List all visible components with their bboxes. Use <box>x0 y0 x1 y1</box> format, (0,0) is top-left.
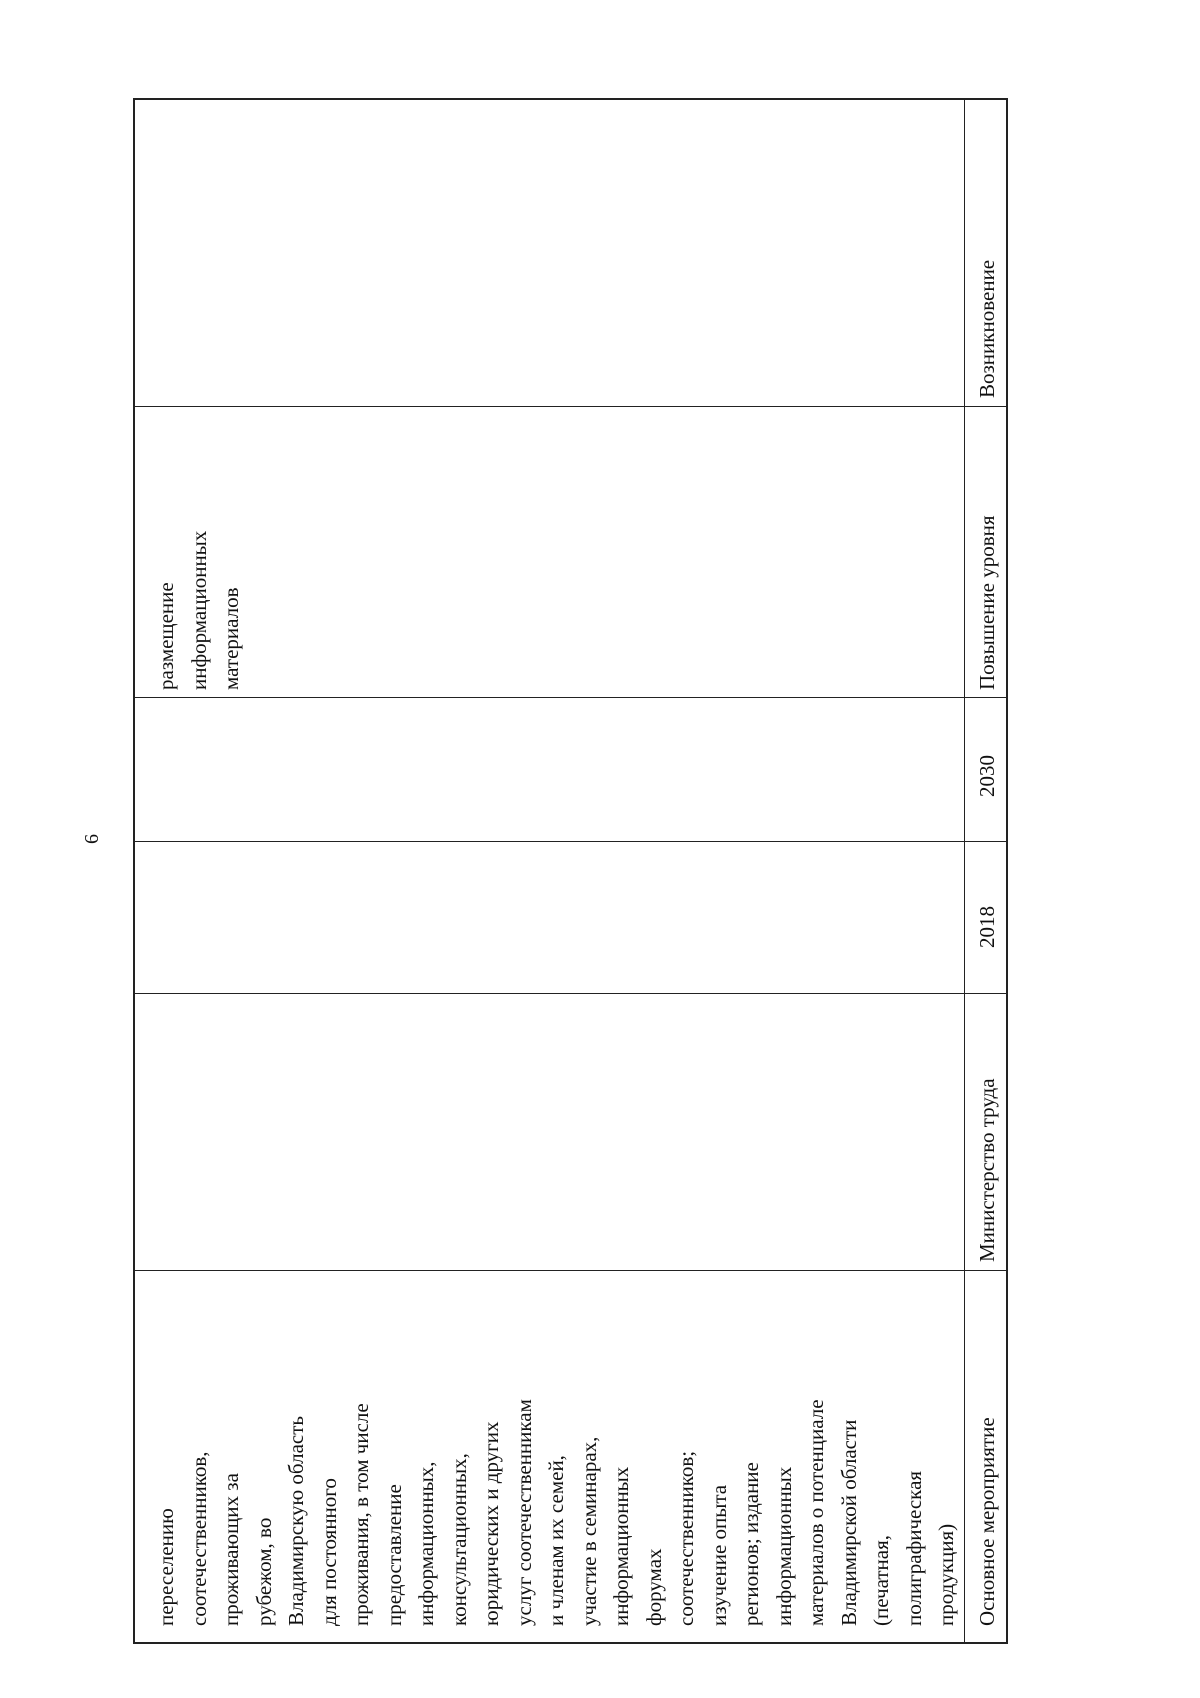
activity-description-line: соотечественников, <box>186 1451 211 1626</box>
activity-description-line: форумах <box>641 1548 666 1626</box>
activity-description-line: проживающих за <box>219 1473 243 1626</box>
activity-description-line: проживания, в том числе <box>349 1403 373 1626</box>
activity-description-line: регионов; издание <box>739 1462 763 1626</box>
activity-description-line: информационных <box>609 1466 633 1626</box>
activity-description-line: полиграфическая <box>901 1470 926 1626</box>
activity-description-line: участие в семинарах, <box>576 1436 601 1626</box>
activity-description-line: материалов о потенциале <box>804 1399 828 1626</box>
activity-description-line: для постоянного <box>316 1478 341 1626</box>
expected-result: Повышение уровня <box>975 515 999 690</box>
end-year: 2030 <box>975 755 999 797</box>
start-year: 2018 <box>975 906 999 948</box>
activity-description-line: предоставление <box>381 1484 406 1626</box>
activity-description-line: консультационных, <box>446 1453 471 1626</box>
column-divider-4 <box>133 697 1008 698</box>
activity-description-line: продукция) <box>934 1523 958 1626</box>
activity-description-line: Владимирской области <box>836 1419 861 1626</box>
result-description-line: информационных <box>186 530 211 690</box>
activity-description-line: Владимирскую область <box>284 1416 308 1626</box>
page-number: 6 <box>81 834 103 844</box>
risk: Возникновение <box>975 259 999 398</box>
activity-description-line: информационных <box>771 1466 796 1626</box>
result-description-line: материалов <box>219 587 243 690</box>
column-divider-1 <box>133 1270 1008 1271</box>
activity-description-line: и членам их семей, <box>544 1455 568 1626</box>
column-divider-5 <box>133 406 1008 407</box>
result-description-line: размещение <box>154 582 178 690</box>
activity-description-line: (печатная, <box>869 1534 893 1626</box>
activity-description-line: информационных, <box>414 1461 438 1626</box>
executor: Министерство труда <box>975 1078 999 1262</box>
activity-description-line: рубежом, во <box>251 1517 276 1626</box>
activity-description-line: услуг соотечественникам <box>511 1399 536 1626</box>
row-divider-line <box>964 98 965 1644</box>
column-divider-2 <box>133 993 1008 994</box>
activity-description-line: изучение опыта <box>706 1484 731 1626</box>
column-divider-3 <box>133 841 1008 842</box>
activity-description-line: соотечественников; <box>674 1450 698 1626</box>
activity-description-line: юридических и других <box>479 1421 503 1626</box>
activity-description-line: переселению <box>154 1508 178 1626</box>
activity-type: Основное мероприятие <box>975 1417 999 1626</box>
result-description <box>150 531 248 690</box>
activity-description <box>150 1399 963 1626</box>
